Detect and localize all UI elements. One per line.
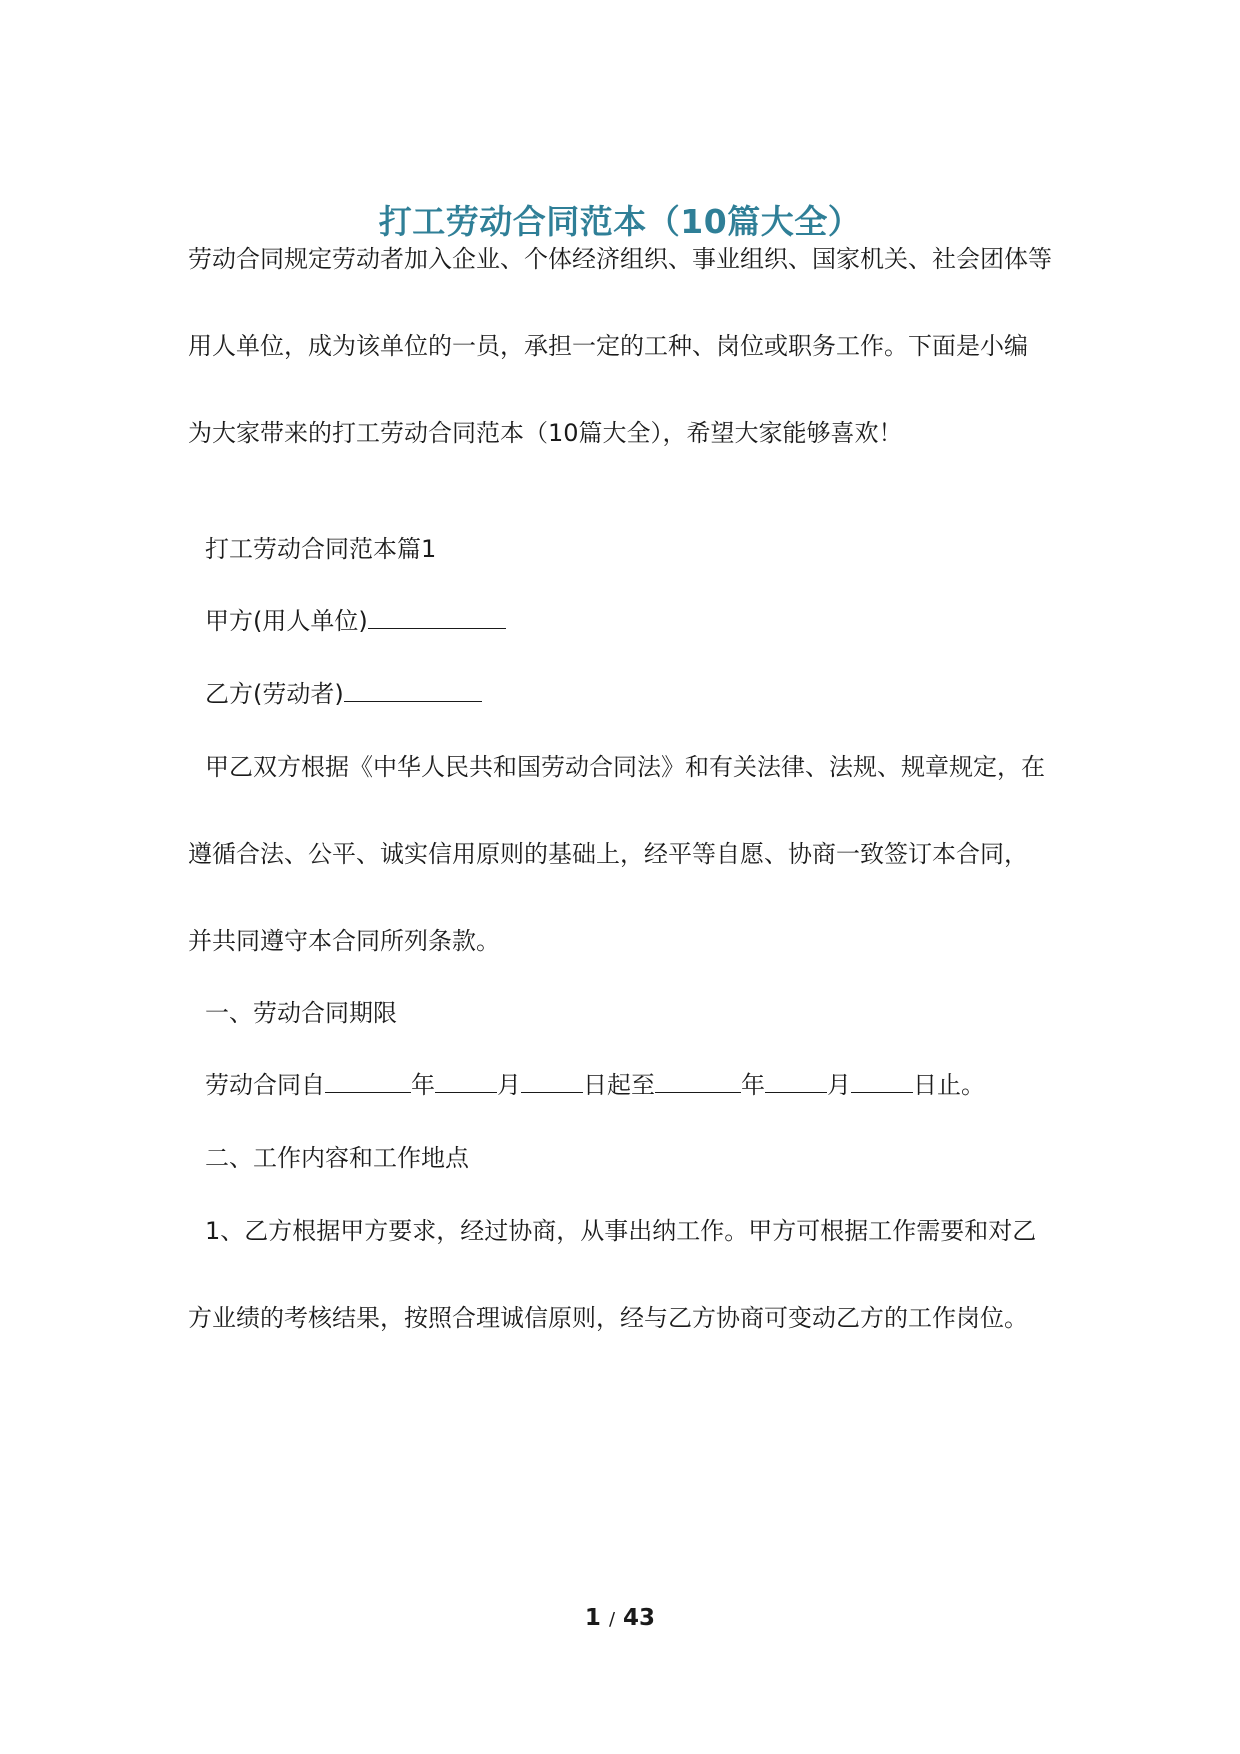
end-year-blank xyxy=(655,1070,741,1093)
section-heading: 打工劳动合同范本篇1 xyxy=(205,535,437,563)
term-start-label: 劳动合同自 xyxy=(205,1071,325,1099)
clause-2-line-1: 1、乙方根据甲方要求，经过协商，从事出纳工作。甲方可根据工作需要和对乙 xyxy=(205,1217,1037,1245)
preamble-line-2: 遵循合法、公平、诚实信用原则的基础上，经平等自愿、协商一致签订本合同， xyxy=(188,840,1028,868)
start-day-blank xyxy=(521,1070,583,1093)
party-b-line xyxy=(205,678,1085,710)
term-month2-label: 月 xyxy=(827,1071,851,1099)
intro-line-1: 劳动合同规定劳动者加入企业、个体经济组织、事业组织、国家机关、社会团体等 xyxy=(188,245,1052,273)
term-day2-label: 日止。 xyxy=(913,1071,985,1099)
clause-2-heading: 二、工作内容和工作地点 xyxy=(205,1144,469,1172)
end-day-blank xyxy=(851,1070,913,1093)
term-line xyxy=(205,1069,1085,1101)
preamble-line-1: 甲乙双方根据《中华人民共和国劳动合同法》和有关法律、法规、规章规定，在 xyxy=(205,753,1045,781)
page-number xyxy=(0,1605,1240,1631)
preamble-line-3: 并共同遵守本合同所列条款。 xyxy=(188,927,500,955)
intro-line-2: 用人单位，成为该单位的一员，承担一定的工种、岗位或职务工作。下面是小编 xyxy=(188,332,1028,360)
document-title: 打工劳动合同范本（10篇大全） xyxy=(378,202,862,241)
term-year2-label: 年 xyxy=(741,1071,765,1099)
term-year1-label: 年 xyxy=(411,1071,435,1099)
page-total: 43 xyxy=(623,1605,656,1631)
party-a-label: 甲方(用人单位) xyxy=(205,607,368,635)
party-a-blank xyxy=(368,606,506,629)
page-separator: / xyxy=(608,1609,616,1630)
page-current: 1 xyxy=(584,1605,601,1631)
party-a-line xyxy=(205,605,1085,637)
end-month-blank xyxy=(765,1070,827,1093)
term-day1-label: 日起至 xyxy=(583,1071,655,1099)
party-b-blank xyxy=(344,679,482,702)
intro-line-3: 为大家带来的打工劳动合同范本（10篇大全），希望大家能够喜欢！ xyxy=(188,419,903,447)
clause-1-heading: 一、劳动合同期限 xyxy=(205,999,397,1027)
start-month-blank xyxy=(435,1070,497,1093)
clause-2-line-2: 方业绩的考核结果，按照合理诚信原则，经与乙方协商可变动乙方的工作岗位。 xyxy=(188,1304,1028,1332)
term-month1-label: 月 xyxy=(497,1071,521,1099)
start-year-blank xyxy=(325,1070,411,1093)
party-b-label: 乙方(劳动者) xyxy=(205,680,344,708)
